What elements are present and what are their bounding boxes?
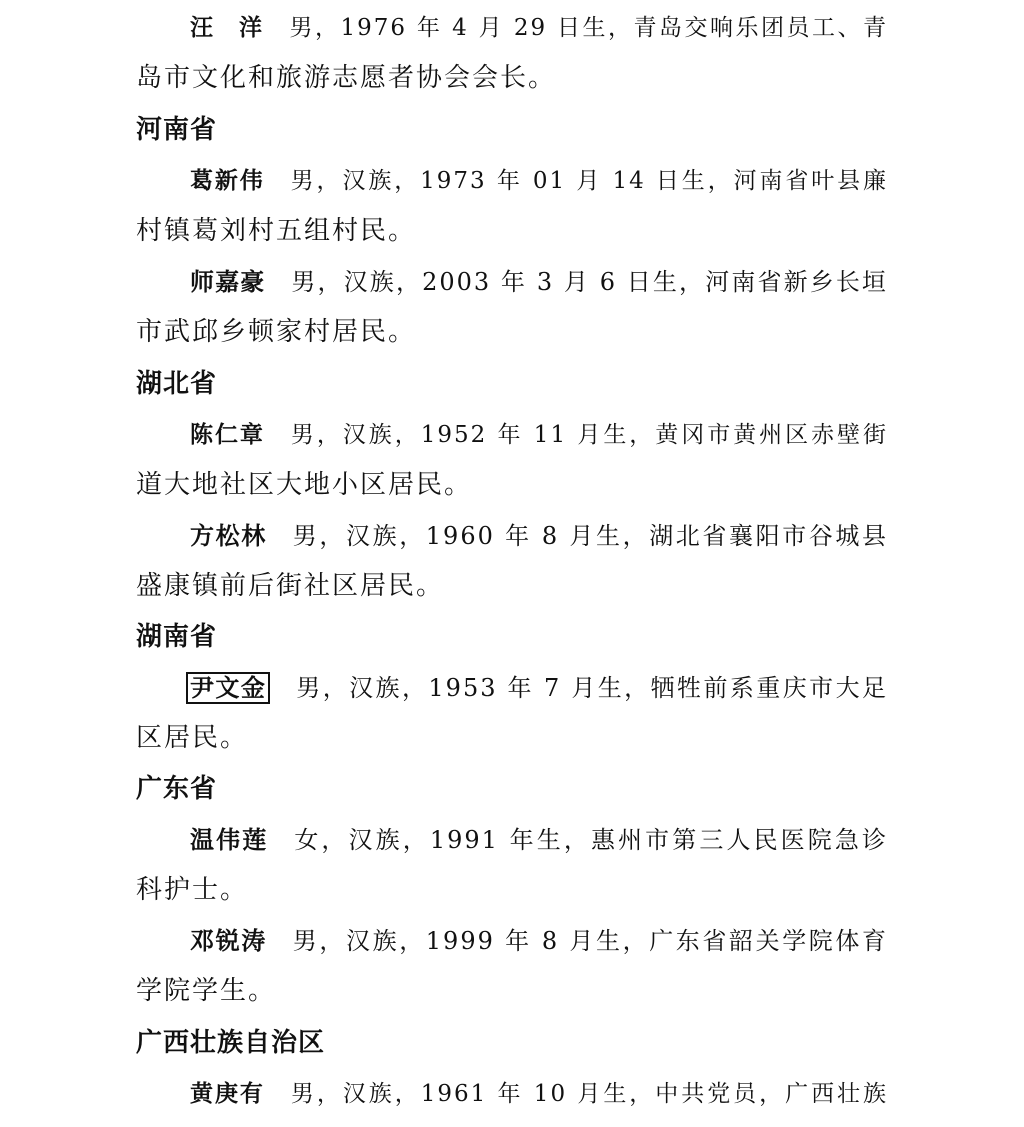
entry-line-1 [136, 663, 888, 713]
person-entry-deng-ruitao [136, 916, 888, 1016]
person-description: 男，汉族，1960 年 8 月生，湖北省襄阳市谷城县 [292, 522, 888, 550]
province-heading-guangxi: 广西壮族自治区 [136, 1028, 326, 1058]
entry-line-2: 村镇葛刘村五组村民。 [136, 216, 417, 246]
person-entry-shi-jiahao [136, 257, 888, 357]
person-name: 黄庚有 [190, 1081, 265, 1107]
entry-line-2: 岛市文化和旅游志愿者协会会长。 [136, 63, 557, 93]
person-entry-ge-xinwei [136, 156, 888, 256]
person-description: 女，汉族，1991 年生，惠州市第三人民医院急诊 [294, 826, 888, 854]
entry-line-1 [136, 156, 888, 206]
entry-line-2: 科护士。 [136, 875, 249, 905]
entry-line-1 [136, 815, 888, 865]
entry-line-1 [136, 257, 888, 307]
person-description: 男，汉族，1999 年 8 月生，广东省韶关学院体育 [292, 927, 888, 955]
person-name: 师嘉豪 [190, 268, 266, 296]
person-name: 汪 洋 [190, 15, 264, 41]
province-heading-hunan: 湖南省 [136, 622, 218, 652]
entry-line-2: 区居民。 [136, 723, 249, 753]
entry-line-1 [136, 1069, 888, 1119]
person-name: 陈仁章 [190, 422, 265, 448]
person-entry-wen-weilian [136, 815, 888, 915]
entry-line-1 [136, 511, 888, 561]
person-description: 男，汉族，1973 年 01 月 14 日生，河南省叶县廉 [290, 168, 889, 194]
entry-line-1 [136, 3, 888, 53]
person-name: 温伟莲 [190, 826, 269, 854]
entry-line-2: 道大地社区大地小区居民。 [136, 470, 473, 500]
person-name: 尹文金 [186, 672, 270, 704]
person-entry-huang-gengyou [136, 1069, 888, 1119]
entry-line-1 [136, 916, 888, 966]
province-heading-hubei: 湖北省 [136, 369, 218, 399]
person-entry-wang-yang [136, 3, 888, 103]
person-description: 男，1976 年 4 月 29 日生，青岛交响乐团员工、青 [289, 15, 888, 41]
entry-line-2: 市武邱乡顿家村居民。 [136, 317, 417, 347]
person-description: 男，汉族，1952 年 11 月生，黄冈市黄州区赤壁街 [290, 422, 889, 448]
person-name: 葛新伟 [190, 168, 265, 194]
entry-line-2: 学院学生。 [136, 976, 277, 1006]
person-name: 方松林 [190, 522, 267, 550]
entry-line-2: 盛康镇前后街社区居民。 [136, 571, 445, 601]
person-description: 男，汉族，1953 年 7 月生，牺牲前系重庆市大足 [296, 674, 889, 702]
province-heading-henan: 河南省 [136, 115, 218, 145]
person-entry-chen-renzhang [136, 410, 888, 510]
person-description: 男，汉族，2003 年 3 月 6 日生，河南省新乡长垣 [291, 268, 888, 296]
person-entry-yin-wenjin [136, 663, 888, 763]
person-entry-fang-songlin [136, 511, 888, 611]
entry-line-1 [136, 410, 888, 460]
province-heading-guangdong: 广东省 [136, 774, 218, 804]
person-name: 邓锐涛 [190, 927, 267, 955]
person-description: 男，汉族，1961 年 10 月生，中共党员，广西壮族 [290, 1081, 889, 1107]
